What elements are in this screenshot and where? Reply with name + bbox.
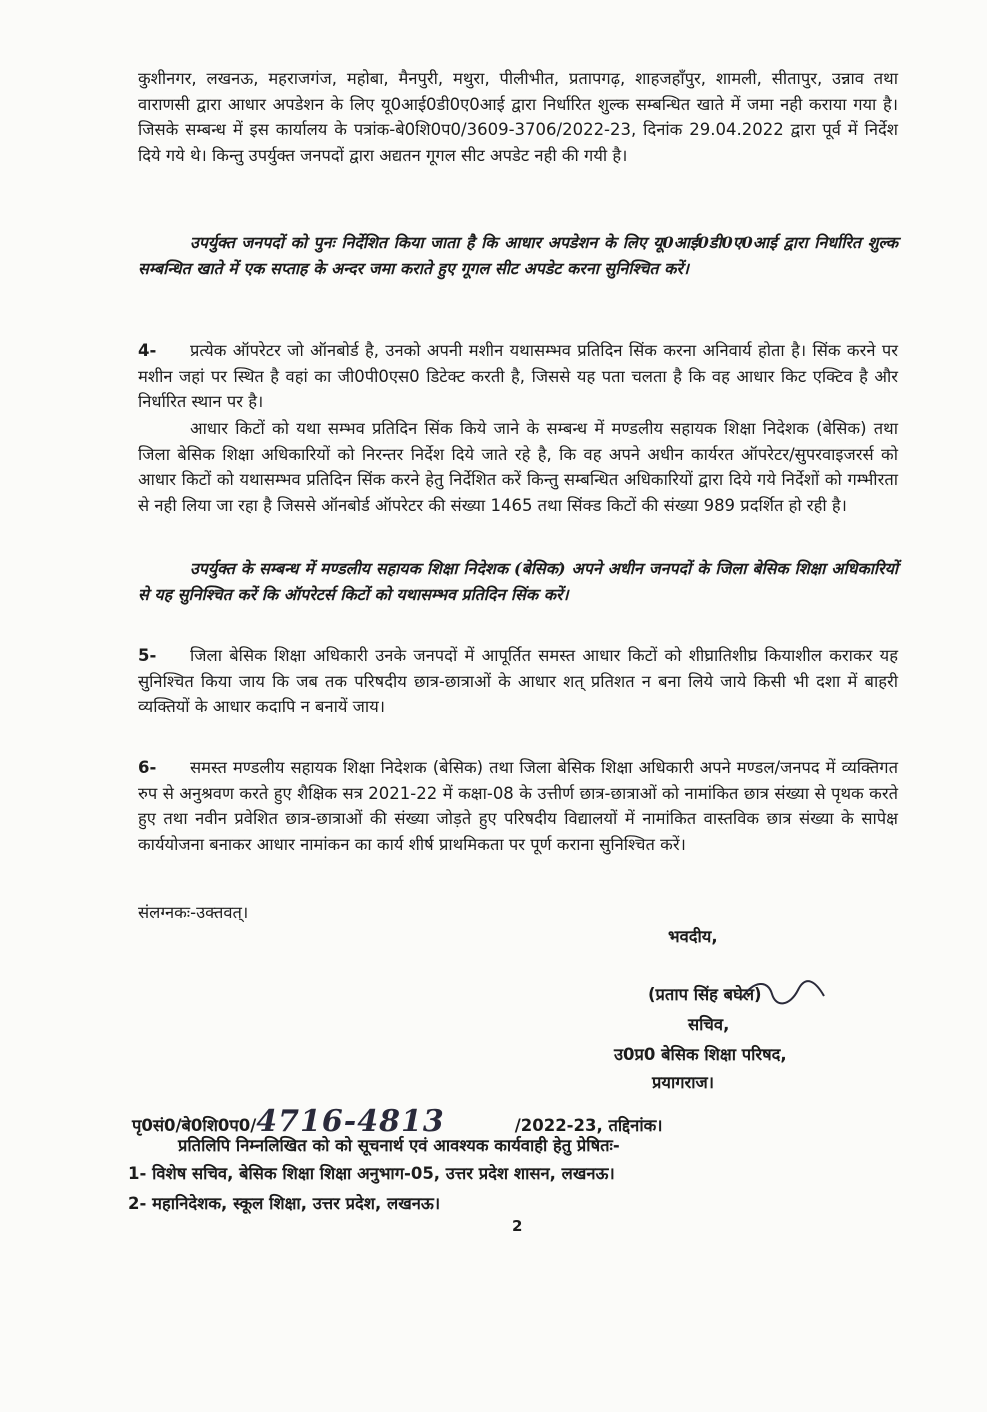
point-6 xyxy=(138,755,898,857)
copy-item-1: 1- विशेष सचिव, बेसिक शिक्षा शिक्षा अनुभाग-05, उत्तर प्रदेश शासन, लखनऊ। xyxy=(128,1164,615,1183)
signature-office: उ0प्र0 बेसिक शिक्षा परिषद, xyxy=(614,1045,787,1064)
reference-suffix: /2022-23, तद्दिनांक। xyxy=(514,1116,663,1135)
point-6-number: 6- xyxy=(138,758,157,777)
point-4-number: 4- xyxy=(138,341,157,360)
point-5-text: जिला बेसिक शिक्षा अधिकारी उनके जनपदों में आपूर्तित समस्त आधार किटों को शीघ्रातिशीघ्र कियाशील कराकर यह सुनिश्चित किया जाय कि जब तक परिषदीय छात्र-छात्राओं के आधार शत् प्रतिशत न बना लिये जाये किसी भी दशा में बाहरी व्यक्तियों के आधार कदापि न बनायें जाय। xyxy=(138,646,898,716)
paragraph-districts xyxy=(138,66,898,168)
signature-closing: भवदीय, xyxy=(668,927,718,946)
enclosure xyxy=(138,900,898,926)
signature-city: प्रयागराज। xyxy=(652,1073,715,1092)
point-5-number: 5- xyxy=(138,646,157,665)
signature-designation: सचिव, xyxy=(688,1015,730,1034)
signature-name: (प्रताप सिंह बघेल) xyxy=(648,985,762,1004)
enclosure-text: संलग्नकः-उक्तवत्। xyxy=(138,903,249,922)
point-4-directive xyxy=(138,556,898,607)
directive-google-sheet xyxy=(138,230,898,281)
reference-handwritten-number: 4716-4813 xyxy=(256,1104,445,1139)
point-4-directive-text: उपर्युक्त के सम्बन्ध में मण्डलीय सहायक शिक्षा निदेशक (बेसिक) अपने अधीन जनपदों के जिला बेसिक शिक्षा अधिकारियों से यह सुनिश्चित करें कि ऑपरेटर्स किटों को यथासम्भव प्रतिदिन सिंक करें। xyxy=(138,559,898,604)
point-6-text: समस्त मण्डलीय सहायक शिक्षा निदेशक (बेसिक) तथा जिला बेसिक शिक्षा अधिकारी अपने मण्डल/जनपद में व्यक्तिगत रुप से अनुश्रवण करते हुए शैक्षिक सत्र 2021-22 में कक्षा-08 के उत्तीर्ण छात्र-छात्राओं को नामांकित छात्र संख्या से पृथक करते हुए तथा नवीन प्रवेशित छात्र-छात्राओं की संख्या जोड़ते हुए परिषदीय विद्यालयों में नामांकित वास्तविक छात्र संख्या के सापेक्ष कार्ययोजना बनाकर आधार नामांकन का कार्य शीर्ष प्राथमिकता पर पूर्ण कराना सुनिश्चित करें। xyxy=(138,758,898,854)
page-number: 2 xyxy=(512,1217,523,1235)
copy-item-2: 2- महानिदेशक, स्कूल शिक्षा, उत्तर प्रदेश, लखनऊ। xyxy=(128,1194,441,1213)
point-4-text-2: आधार किटों को यथा सम्भव प्रतिदिन सिंक किये जाने के सम्बन्ध में मण्डलीय सहायक शिक्षा निदेशक (बेसिक) तथा जिला बेसिक शिक्षा अधिकारियों को निरन्तर निर्देश दिये जाते रहे है, कि वह अपने अधीन कार्यरत ऑपरेटर/सुपरवाइजरर्स को आधार किटों को यथासम्भव प्रतिदिन सिंक करने हेतु निर्देशित करें किन्तु सम्बन्धित अधिकारियों द्वारा दिये गये निर्देशों को गम्भीरता से नही लिया जा रहा है जिससे ऑनबोर्ड ऑपरेटर की संख्या 1465 तथा सिंक्ड किटों की संख्या 989 प्रदर्शित हो रही है। xyxy=(138,419,898,515)
signature-scribble-icon xyxy=(738,976,828,1010)
copy-intro: प्रतिलिपि निम्नलिखित को को सूचनार्थ एवं आवश्यक कार्यवाही हेतु प्रेषितः- xyxy=(178,1136,620,1155)
point-5 xyxy=(138,643,898,720)
point-4 xyxy=(138,338,898,415)
point-4-text-1: प्रत्येक ऑपरेटर जो ऑनबोर्ड है, उनको अपनी मशीन यथासम्भव प्रतिदिन सिंक करना अनिवार्य होता है। सिंक करने पर मशीन जहां पर स्थित है वहां का जी0पी0एस0 डिटेक्ट करती है, जिससे यह पता चलता है कि वह आधार किट एक्टिव है और निर्धारित स्थान पर है। xyxy=(138,341,898,411)
reference-prefix: पृ0सं0/बे0शि0प0/ xyxy=(132,1116,257,1135)
paragraph-districts-text: कुशीनगर, लखनऊ, महराजगंज, महोबा, मैनपुरी, मथुरा, पीलीभीत, प्रतापगढ़, शाहजहाँपुर, शामली, सीतापुर, उन्नाव तथा वाराणसी द्वारा आधार अपडेशन के लिए यू0आई0डी0ए0आई द्वारा निर्धारित शुल्क सम्बन्धित खाते में जमा नही कराया गया है। जिसके सम्बन्ध में इस कार्यालय के पत्रांक-बे0शि0प0/3609-3706/2022-23, दिनांक 29.04.2022 द्वारा पूर्व में निर्देश दिये गये थे। किन्तु उपर्युक्त जनपदों द्वारा अद्यतन गूगल सीट अपडेट नही की गयी है। xyxy=(138,69,898,165)
directive-google-sheet-text: उपर्युक्त जनपदों को पुनः निर्देशित किया जाता है कि आधार अपडेशन के लिए यू0आई0डी0ए0आई द्वारा निर्धारित शुल्क सम्बन्धित खाते में एक सप्ताह के अन्दर जमा कराते हुए गूगल सीट अपडेट करना सुनिश्चित करें। xyxy=(138,233,898,278)
point-4-para-2 xyxy=(138,416,898,518)
